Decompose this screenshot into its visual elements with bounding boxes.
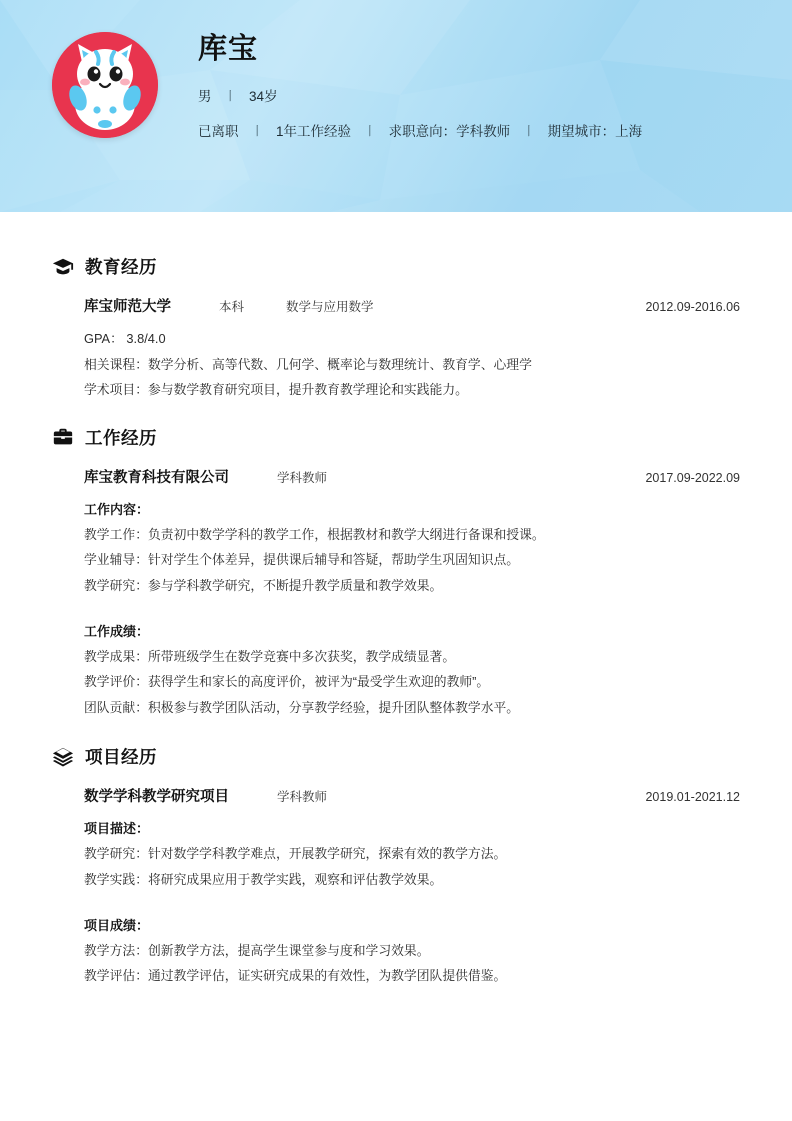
gender-text: 男 bbox=[198, 88, 212, 104]
page-title: 库宝 bbox=[198, 33, 259, 65]
entry-header-row bbox=[84, 295, 740, 316]
project-name: 数学学科教学研究项目 bbox=[84, 789, 229, 806]
employment-status-text: 已离职 bbox=[198, 123, 239, 139]
separator-icon: 丨 bbox=[363, 123, 376, 138]
detail-line: 相关课程：数学分析、高等代数、几何学、概率论与数理统计、教育学、心理学 bbox=[84, 356, 532, 372]
major: 数学与应用数学 bbox=[286, 300, 374, 314]
degree: 本科 bbox=[219, 300, 245, 314]
section-project-experience bbox=[52, 744, 740, 996]
group-heading: 工作内容： bbox=[84, 501, 150, 517]
section-header bbox=[52, 254, 740, 279]
group-heading: 项目描述： bbox=[84, 821, 150, 837]
education-entry bbox=[52, 293, 740, 409]
entry-header-row bbox=[84, 785, 740, 806]
company-name: 库宝教育科技有限公司 bbox=[84, 469, 229, 486]
detail-line: 学业辅导：针对学生个体差异，提供课后辅导和答疑，帮助学生巩固知识点。 bbox=[84, 552, 520, 568]
separator-icon: 丨 bbox=[522, 123, 535, 138]
section-header bbox=[52, 425, 740, 450]
work-content-group bbox=[84, 499, 740, 599]
date-range: 2017.09-2022.09 bbox=[645, 470, 740, 485]
work-entry bbox=[52, 464, 740, 729]
resume-body bbox=[0, 212, 792, 997]
detail-line: 教学评价：获得学生和家长的高度评价，被评为“最受学生欢迎的教师”。 bbox=[84, 674, 490, 690]
date-range: 2012.09-2016.06 bbox=[645, 300, 740, 314]
project-role: 学科教师 bbox=[277, 790, 328, 805]
job-info-line bbox=[198, 120, 642, 140]
separator-icon: 丨 bbox=[251, 123, 264, 138]
section-title: 工作经历 bbox=[85, 427, 157, 448]
project-achievement-group bbox=[84, 915, 740, 989]
job-intent-text: 求职意向：学科教师 bbox=[388, 123, 511, 139]
briefcase-icon bbox=[52, 426, 74, 448]
graduation-cap-icon bbox=[52, 256, 74, 278]
section-title: 项目经历 bbox=[85, 747, 157, 768]
age-text: 34岁 bbox=[249, 88, 278, 104]
detail-line: 团队贡献：积极参与教学团队活动，分享教学经验，提升团队整体教学水平。 bbox=[84, 699, 520, 715]
detail-line: 教学研究：参与学科教学研究，不断提升教学质量和教学效果。 bbox=[84, 577, 443, 593]
avatar bbox=[52, 32, 158, 138]
date-range: 2019.01-2021.12 bbox=[645, 790, 740, 805]
section-education bbox=[52, 254, 740, 409]
work-achievement-group bbox=[84, 621, 740, 721]
group-heading: 工作成绩： bbox=[84, 623, 150, 639]
detail-line: 学术项目：参与数学教育研究项目，提升教育教学理论和实践能力。 bbox=[84, 382, 468, 398]
project-description-group bbox=[84, 818, 740, 892]
cat-mascot-avatar-icon bbox=[52, 32, 158, 138]
project-entry bbox=[52, 783, 740, 996]
detail-line: 教学研究：针对数学学科教学难点，开展教学研究，探索有效的教学方法。 bbox=[84, 846, 507, 862]
section-header bbox=[52, 744, 740, 769]
detail-line: 教学方法：创新教学方法，提高学生课堂参与度和学习效果。 bbox=[84, 942, 430, 958]
entry-header-row bbox=[84, 466, 740, 487]
detail-line: GPA： 3.8/4.0 bbox=[84, 331, 166, 346]
job-title: 学科教师 bbox=[277, 470, 328, 485]
layers-icon bbox=[52, 746, 74, 768]
detail-line: 教学实践：将研究成果应用于教学实践，观察和评估教学效果。 bbox=[84, 871, 443, 887]
detail-line: 教学工作：负责初中数学学科的教学工作，根据教材和教学大纲进行备课和授课。 bbox=[84, 526, 545, 542]
section-title: 教育经历 bbox=[85, 257, 157, 277]
header-text-block bbox=[198, 30, 642, 140]
expected-city-text: 期望城市：上海 bbox=[547, 123, 643, 139]
detail-line: 教学评估：通过教学评估，证实研究成果的有效性，为教学团队提供借鉴。 bbox=[84, 968, 507, 984]
resume-header bbox=[0, 0, 792, 212]
detail-line: 教学成果：所带班级学生在数学竞赛中多次获奖，教学成绩显著。 bbox=[84, 648, 456, 664]
section-work-experience bbox=[52, 425, 740, 729]
school-name: 库宝师范大学 bbox=[84, 299, 171, 315]
group-heading: 项目成绩： bbox=[84, 917, 150, 933]
experience-text: 1年工作经验 bbox=[276, 123, 352, 139]
separator-icon: 丨 bbox=[224, 88, 237, 103]
basic-info-line bbox=[198, 85, 642, 105]
